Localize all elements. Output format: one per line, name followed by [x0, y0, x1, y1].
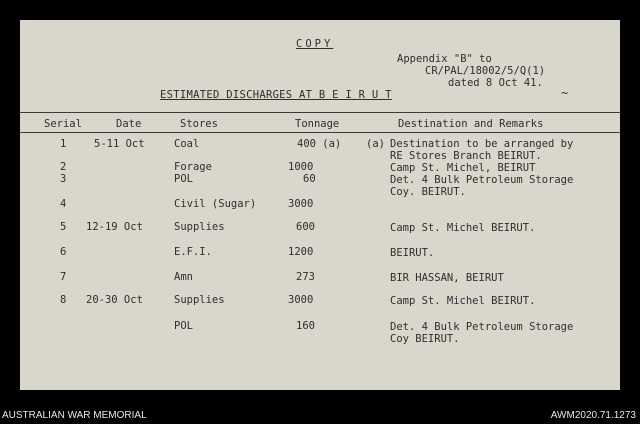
appendix-line-1: Appendix "B" to	[397, 53, 492, 65]
row-1-serial: 1	[60, 138, 67, 150]
row-7-serial: 7	[60, 271, 67, 283]
row-2-serial: 2	[60, 161, 67, 173]
row-5-date: 12-19 Oct	[86, 221, 143, 233]
table-top-rule	[20, 112, 620, 113]
row-1-remarks-1: Destination to be arranged by	[390, 138, 574, 150]
row-8-date: 20-30 Oct	[86, 294, 143, 306]
row-7-tonnage: 273	[296, 271, 315, 283]
row-1-date: 5-11 Oct	[94, 138, 145, 150]
row-7-remarks-1: BIR HASSAN, BEIRUT	[390, 272, 504, 284]
row-3-stores: POL	[174, 173, 193, 185]
row-6-stores: E.F.I.	[174, 246, 212, 258]
table-header-rule	[20, 132, 620, 133]
row-8-stores: Supplies	[174, 294, 225, 306]
appendix-line-3: dated 8 Oct 41.	[448, 77, 543, 89]
row-4-tonnage: 3000	[288, 198, 314, 210]
row-5-stores: Supplies	[174, 221, 225, 233]
row-9-remarks-1: Det. 4 Bulk Petroleum Storage	[390, 321, 574, 333]
row-5-tonnage: 600	[296, 221, 315, 233]
row-5-serial: 5	[60, 221, 67, 233]
row-9-stores: POL	[174, 320, 193, 332]
row-3-tonnage: 60	[303, 173, 316, 185]
row-2-stores: Forage	[174, 161, 212, 173]
footer-credit: AUSTRALIAN WAR MEMORIAL	[2, 410, 147, 421]
row-6-tonnage: 1200	[288, 246, 314, 258]
row-3-serial: 3	[60, 173, 67, 185]
row-4-serial: 4	[60, 198, 67, 210]
col-header-remarks: Destination and Remarks	[398, 118, 544, 130]
row-1-remarks-2: RE Stores Branch BEIRUT.	[390, 150, 542, 162]
document-heading: ESTIMATED DISCHARGES AT B E I R U T	[160, 89, 392, 101]
row-1-note: (a)	[366, 138, 385, 150]
row-4-stores: Civil (Sugar)	[174, 198, 257, 210]
col-header-tonnage: Tonnage	[295, 118, 340, 130]
row-1-tonnage: 400 (a)	[297, 138, 342, 150]
row-8-serial: 8	[60, 294, 67, 306]
footer-accession-number: AWM2020.71.1273	[550, 410, 636, 421]
row-8-remarks-1: Camp St. Michel BEIRUT.	[390, 295, 536, 307]
col-header-date: Date	[116, 118, 142, 130]
row-1-stores: Coal	[174, 138, 200, 150]
col-header-stores: Stores	[180, 118, 218, 130]
appendix-line-2: CR/PAL/18002/5/Q(1)	[425, 65, 546, 77]
row-8-tonnage: 3000	[288, 294, 314, 306]
row-6-remarks-1: BEIRUT.	[390, 247, 435, 259]
row-6-serial: 6	[60, 246, 67, 258]
document-page	[20, 20, 620, 390]
row-9-tonnage: 160	[296, 320, 315, 332]
row-3-remarks-2: Coy. BEIRUT.	[390, 186, 466, 198]
row-5-remarks-1: Camp St. Michel BEIRUT.	[390, 222, 536, 234]
row-2-remarks-1: Camp St. Michel, BEIRUT	[390, 162, 536, 174]
row-3-remarks-1: Det. 4 Bulk Petroleum Storage	[390, 174, 574, 186]
margin-mark: ~	[561, 86, 569, 100]
row-9-remarks-2: Coy BEIRUT.	[390, 333, 460, 345]
row-7-stores: Amn	[174, 271, 193, 283]
copy-title: COPY	[296, 38, 334, 50]
row-2-tonnage: 1000	[288, 161, 314, 173]
col-header-serial: Serial	[44, 118, 82, 130]
